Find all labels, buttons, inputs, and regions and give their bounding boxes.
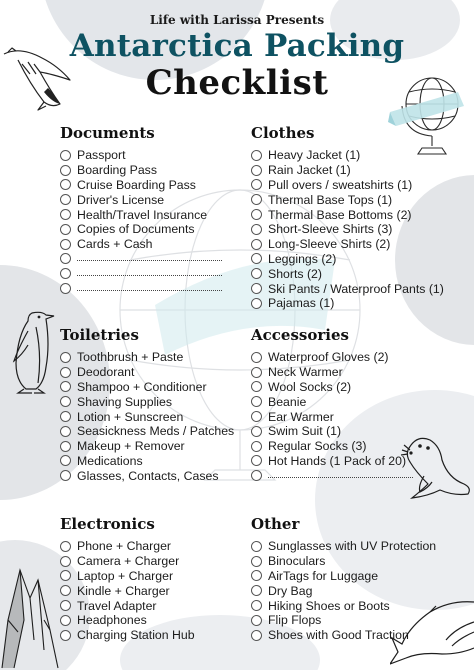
item-label: Ear Warmer [268,409,334,424]
checkbox-circle[interactable] [60,367,71,378]
checkbox-circle[interactable] [251,352,262,363]
list-item [251,237,444,252]
page-subtitle: Checklist [145,63,329,103]
list-item [60,163,222,178]
item-label: Sunglasses with UV Protection [268,539,437,554]
item-label: Shampoo + Conditioner [77,379,207,394]
checkbox-circle[interactable] [251,224,262,235]
item-label: Charging Station Hub [77,628,195,643]
item-label: Leggings (2) [268,251,337,266]
checkbox-circle[interactable] [251,615,262,626]
list-item [251,569,436,584]
checkbox-circle[interactable] [60,396,71,407]
section-title: Accessories [251,326,349,344]
list-item [60,409,234,424]
item-label: Glasses, Contacts, Cases [77,468,219,483]
list-item [251,148,444,163]
checkbox-circle[interactable] [60,615,71,626]
checkbox-circle[interactable] [60,455,71,466]
checkbox-circle[interactable] [60,283,71,294]
list-item [60,207,222,222]
list-item [251,380,413,395]
checkbox-circle[interactable] [251,194,262,205]
checkbox-circle[interactable] [60,600,71,611]
blank-line[interactable] [77,268,222,276]
item-label: Camera + Charger [77,554,180,569]
checkbox-circle[interactable] [251,165,262,176]
section-accessories [251,326,413,483]
checkbox-circle[interactable] [251,556,262,567]
item-label: Health/Travel Insurance [77,207,208,222]
item-label: Laptop + Charger [77,568,174,583]
item-label: Deodorant [77,365,135,380]
list-item [60,222,222,237]
checkbox-circle[interactable] [251,585,262,596]
section-title: Clothes [251,124,315,142]
list-item [60,569,195,584]
item-label: Phone + Charger [77,539,171,554]
list-item [60,365,234,380]
checkbox-circle[interactable] [251,268,262,279]
item-label: Binoculars [268,554,326,569]
checkbox-circle[interactable] [60,253,71,264]
list-item [60,237,222,252]
list-item [60,468,234,483]
item-label: Ski Pants / Waterproof Pants (1) [268,281,444,296]
list-item [251,365,413,380]
checkbox-circle[interactable] [251,630,262,641]
item-label: Makeup + Remover [77,439,185,454]
blank-line[interactable] [268,470,413,478]
item-label: Travel Adapter [77,598,157,613]
list-item [251,192,444,207]
item-label: Hot Hands (1 Pack of 20) [268,453,407,468]
item-label: Lotion + Sunscreen [77,409,184,424]
item-label: Headphones [77,613,147,628]
checkbox-circle[interactable] [60,209,71,220]
list-item [60,148,222,163]
list-item [60,439,234,454]
list-item [60,192,222,207]
checkbox-circle[interactable] [251,283,262,294]
blank-line[interactable] [77,253,222,261]
list-item [251,207,444,222]
checkbox-circle[interactable] [251,541,262,552]
item-label: Shoes with Good Traction [268,628,409,643]
checkbox-circle[interactable] [251,600,262,611]
checkbox-circle[interactable] [60,224,71,235]
list-item [60,424,234,439]
list-item [251,554,436,569]
item-label: Regular Socks (3) [268,439,367,454]
checklist [60,350,234,483]
penguin-illustration [6,305,56,395]
list-item [251,350,413,365]
list-item [60,178,222,193]
list-item [60,380,234,395]
checklist [60,148,222,296]
checkbox-circle[interactable] [251,441,262,452]
list-item [251,266,444,281]
item-label: Cards + Cash [77,237,153,252]
list-item-blank [251,468,413,483]
item-label: Pull overs / sweatshirts (1) [268,177,413,192]
section-title: Documents [60,124,155,142]
item-label: Seasickness Meds / Patches [77,424,235,439]
item-label: Driver's License [77,192,165,207]
blank-line[interactable] [77,283,222,291]
page-title: Antarctica Packing [69,28,405,64]
checkbox-circle[interactable] [251,426,262,437]
section-title: Other [251,515,300,533]
item-label: Kindle + Charger [77,583,170,598]
section-documents [60,124,222,296]
checkbox-circle[interactable] [251,298,262,309]
section-title: Electronics [60,515,155,533]
checkbox-circle[interactable] [60,426,71,437]
item-label: Beanie [268,394,307,409]
list-item [251,539,436,554]
list-item [60,613,195,628]
section-toiletries [60,326,234,483]
checkbox-circle[interactable] [60,556,71,567]
checkbox-circle[interactable] [251,367,262,378]
item-label: Hiking Shoes or Boots [268,598,390,613]
list-item [60,598,195,613]
item-label: Pajamas (1) [268,296,335,311]
list-item [251,454,413,469]
item-label: Dry Bag [268,583,313,598]
checkbox-circle[interactable] [60,630,71,641]
list-item [251,296,444,311]
checkbox-circle[interactable] [251,179,262,190]
item-label: Medications [77,453,143,468]
list-item [251,613,436,628]
list-item [251,598,436,613]
checkbox-circle[interactable] [60,541,71,552]
checkbox-circle[interactable] [60,150,71,161]
checkbox-circle[interactable] [251,381,262,392]
checkbox-circle[interactable] [60,470,71,481]
list-item [251,424,413,439]
iceberg-illustration [0,560,60,670]
list-item [60,394,234,409]
list-item [251,252,444,267]
checkbox-circle[interactable] [251,239,262,250]
item-label: Waterproof Gloves (2) [268,350,389,365]
section-clothes [251,124,444,311]
item-label: Swim Suit (1) [268,424,342,439]
list-item-blank [60,281,222,296]
section-title: Toiletries [60,326,139,344]
item-label: Shaving Supplies [77,394,173,409]
checkbox-circle[interactable] [60,585,71,596]
checkbox-circle[interactable] [251,396,262,407]
checkbox-circle[interactable] [60,239,71,250]
checklist [60,539,195,643]
presenter-line: Life with Larissa Presents [149,13,325,27]
list-item [251,281,444,296]
list-item [251,628,436,643]
checkbox-circle[interactable] [60,411,71,422]
checkbox-circle[interactable] [251,150,262,161]
item-label: Thermal Base Tops (1) [268,192,393,207]
checkbox-circle[interactable] [251,570,262,581]
list-item [60,583,195,598]
list-item-blank [60,266,222,281]
checkbox-circle[interactable] [60,268,71,279]
item-label: Neck Warmer [268,365,343,380]
list-item [251,409,413,424]
list-item [251,222,444,237]
section-electronics [60,515,195,643]
section-other [251,515,436,643]
checkbox-circle[interactable] [60,179,71,190]
list-item [251,178,444,193]
item-label: Rain Jacket (1) [268,163,351,178]
item-label: Heavy Jacket (1) [268,148,361,163]
checkbox-circle[interactable] [251,411,262,422]
list-item [251,583,436,598]
item-label: AirTags for Luggage [268,568,379,583]
checkbox-circle[interactable] [60,194,71,205]
list-item [60,539,195,554]
checkbox-circle[interactable] [60,441,71,452]
list-item [60,454,234,469]
checkbox-circle[interactable] [251,253,262,264]
list-item [60,350,234,365]
item-label: Boarding Pass [77,163,157,178]
item-label: Copies of Documents [77,222,195,237]
item-label: Cruise Boarding Pass [77,177,196,192]
item-label: Passport [77,148,126,163]
list-item [60,554,195,569]
checklist [251,350,413,483]
checkbox-circle[interactable] [60,570,71,581]
item-label: Flip Flops [268,613,322,628]
checkbox-circle[interactable] [251,455,262,466]
list-item-blank [60,252,222,267]
checkbox-circle[interactable] [60,352,71,363]
item-label: Long-Sleeve Shirts (2) [268,237,391,252]
list-item [251,394,413,409]
checkbox-circle[interactable] [251,209,262,220]
list-item [251,163,444,178]
item-label: Wool Socks (2) [268,379,352,394]
list-item [251,439,413,454]
checklist [251,148,444,311]
checkbox-circle[interactable] [60,381,71,392]
item-label: Short-Sleeve Shirts (3) [268,222,393,237]
item-label: Toothbrush + Paste [77,350,184,365]
list-item [60,628,195,643]
item-label: Thermal Base Bottoms (2) [268,207,412,222]
checklist [251,539,436,643]
item-label: Shorts (2) [268,266,322,281]
checkbox-circle[interactable] [60,165,71,176]
checkbox-circle[interactable] [251,470,262,481]
